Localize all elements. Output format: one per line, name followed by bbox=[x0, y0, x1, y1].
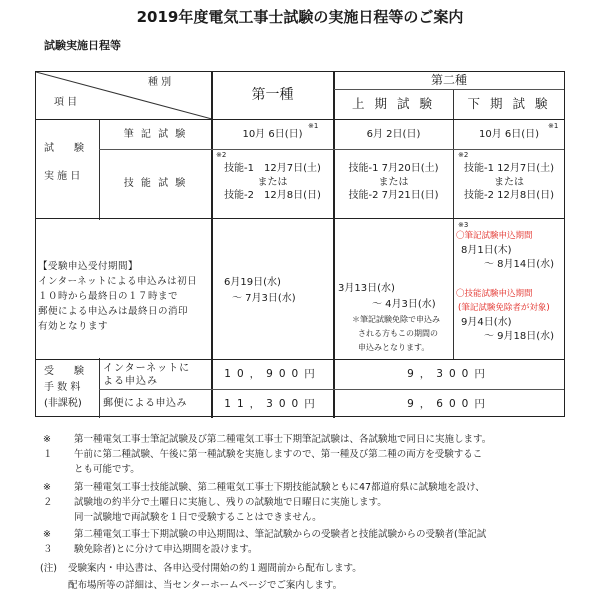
section-title: 試験実施日程等 bbox=[44, 39, 121, 52]
written-exam-label: 筆 記 試 験 bbox=[123, 128, 188, 140]
note-mark: ※1 bbox=[308, 122, 319, 130]
header-second-half: 下 期 試 験 bbox=[467, 96, 551, 112]
application-period-label: 【受験申込受付期間】 インターネットによる申込みは初日 １０時から最終日の１７時まで 郵便による申込みは最終日の消印 有効となります bbox=[38, 261, 198, 332]
application-first-half-period: 3月13日(水) ～ 4月3日(水) bbox=[338, 283, 436, 310]
skill-application-sub: (筆記試験免除者が対象) bbox=[458, 303, 550, 313]
header-type1: 第一種 bbox=[251, 87, 294, 104]
application-first-half-note: ＊筆記試験免除で申込み される方もこの期間の 申込みとなります。 bbox=[352, 315, 440, 352]
skill-exam-label: 技 能 試 験 bbox=[123, 178, 188, 190]
header-type2: 第二種 bbox=[430, 73, 467, 88]
schedule-table bbox=[35, 71, 565, 417]
fee-type1-postal: 11，300円 bbox=[224, 397, 321, 410]
fee-type1-internet: 10，900円 bbox=[224, 368, 321, 381]
page-title: 2019年度電気工事士試験の実施日程等のご案内 bbox=[136, 8, 464, 26]
fee-type2-postal: 9，600円 bbox=[407, 397, 491, 410]
application-second-half-period: 〇筆記試験申込期間 8月1日(木) ～ 8月14日(水) 〇技能試験申込期間 (筆記試験免除者が対象) 9月4日(水) ～ 9月18日(水) bbox=[456, 229, 564, 345]
exam-date-label-2: 実 施 日 bbox=[44, 171, 81, 182]
written-first-half-date: 6月 2日(日) bbox=[366, 128, 421, 140]
note-mark: ※1 bbox=[548, 122, 559, 130]
application-type1-period: 6月19日(水) ～ 7月3日(水) bbox=[224, 277, 296, 304]
fee-label: 受 験 手 数 料 (非課税) bbox=[44, 366, 84, 409]
fee-type2-internet: 9，300円 bbox=[407, 368, 491, 381]
skill-type1-dates: 技能-1 12月7日(土) または 技能-2 12月8日(日) bbox=[224, 163, 321, 201]
divider bbox=[36, 218, 564, 219]
note-mark: ※2 bbox=[458, 151, 469, 159]
skill-application-heading: 〇技能試験申込期間 bbox=[456, 288, 533, 299]
note-mark: ※3 bbox=[458, 221, 469, 229]
written-type1-date: 10月 6日(日) bbox=[242, 128, 303, 140]
corner-type-label: 種 別 bbox=[148, 77, 172, 88]
written-application-heading: 〇筆記試験申込期間 bbox=[456, 231, 533, 241]
exam-date-label-1: 試 験 bbox=[44, 143, 84, 154]
fee-internet-label: インターネットに よる申込み bbox=[103, 363, 191, 387]
skill-first-half-dates: 技能-1 7月20日(土) または 技能-2 7月21日(日) bbox=[348, 163, 439, 201]
fee-postal-label: 郵便による申込み bbox=[103, 398, 187, 410]
skill-second-half-dates: 技能-1 12月7日(土) または 技能-2 12月8日(日) bbox=[463, 163, 555, 201]
header-first-half: 上 期 試 験 bbox=[352, 96, 435, 112]
corner-item-label: 項 目 bbox=[54, 97, 78, 108]
note-mark: ※2 bbox=[216, 151, 227, 159]
written-second-half-date: 10月 6日(日) bbox=[478, 128, 540, 140]
